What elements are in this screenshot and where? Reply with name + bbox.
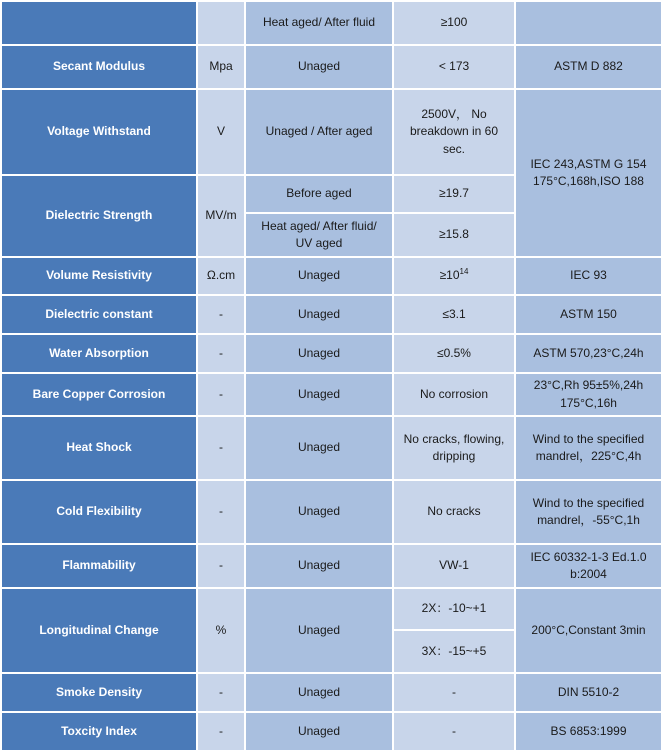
method-cell [515, 544, 662, 588]
condition-cell: Before aged [245, 175, 393, 213]
property-cell: Bare Copper Corrosion [1, 373, 197, 416]
property-cell: Toxcity Index [1, 712, 197, 751]
property-cell: Dielectric Strength [1, 175, 197, 257]
requirement-cell: ≥100 [393, 1, 515, 45]
method-cell: BS 6853:1999 [515, 712, 662, 751]
method-cell [515, 89, 662, 257]
unit-cell: V [197, 89, 245, 175]
requirement-cell [393, 416, 515, 480]
condition-cell: Unaged [245, 45, 393, 89]
property-cell: Voltage Withstand [1, 89, 197, 175]
condition-cell [245, 213, 393, 257]
property-cell: Smoke Density [1, 673, 197, 712]
method-line: IEC 243,ASTM G 154 [530, 156, 647, 171]
requirement-cell: - [393, 712, 515, 751]
method-cell: ASTM 570,23°C,24h [515, 334, 662, 373]
table-row [1, 673, 662, 712]
method-line: 175°C,16h [560, 395, 617, 410]
condition-line: Heat aged/ After fluid/ [261, 218, 377, 233]
table-row [1, 712, 662, 751]
method-cell [515, 416, 662, 480]
condition-cell: Unaged [245, 295, 393, 334]
requirement-exponent: 14 [459, 267, 469, 277]
condition-cell: Heat aged/ After fluid [245, 1, 393, 45]
condition-cell: Unaged [245, 416, 393, 480]
unit-cell: - [197, 544, 245, 588]
condition-cell: Unaged / After aged [245, 89, 393, 175]
requirement-cell: ≥15.8 [393, 213, 515, 257]
property-cell: Longitudinal Change [1, 588, 197, 673]
unit-cell: - [197, 712, 245, 751]
requirement-cell: No cracks [393, 480, 515, 544]
requirement-cell: ≤0.5% [393, 334, 515, 373]
requirement-base: ≥10 [439, 268, 460, 283]
requirement-line: No cracks, flowing, [403, 431, 505, 446]
method-line: 175°C,168h,ISO 188 [533, 174, 644, 188]
table-row [1, 416, 662, 480]
requirement-cell: No corrosion [393, 373, 515, 416]
condition-cell: Unaged [245, 480, 393, 544]
requirement-line: dripping [432, 449, 476, 463]
property-cell: Flammability [1, 544, 197, 588]
method-line: Wind to the specified [532, 431, 645, 446]
requirement-cell: < 173 [393, 45, 515, 89]
condition-line: UV aged [295, 236, 343, 250]
requirement-cell: 3X：-15~+5 [393, 630, 515, 673]
unit-cell: - [197, 334, 245, 373]
table-row [1, 89, 662, 175]
table-row [1, 480, 662, 544]
requirement-cell: ≤3.1 [393, 295, 515, 334]
unit-cell: - [197, 373, 245, 416]
method-cell: IEC 93 [515, 257, 662, 295]
table-row [1, 1, 662, 45]
unit-cell: MV/m [197, 175, 245, 257]
requirement-cell [393, 89, 515, 175]
unit-cell: - [197, 673, 245, 712]
requirement-line: 2500V， No [421, 106, 487, 121]
property-cell: Water Absorption [1, 334, 197, 373]
condition-cell: Unaged [245, 334, 393, 373]
method-cell: 200°C,Constant 3min [515, 588, 662, 673]
method-cell [515, 373, 662, 416]
unit-cell: Ω.cm [197, 257, 245, 295]
unit-cell [197, 1, 245, 45]
property-cell: Cold Flexibility [1, 480, 197, 544]
requirement-cell: - [393, 673, 515, 712]
method-cell [515, 480, 662, 544]
property-cell: Secant Modulus [1, 45, 197, 89]
requirement-line: sec. [442, 141, 465, 156]
property-cell: Volume Resistivity [1, 257, 197, 295]
requirement-cell: VW-1 [393, 544, 515, 588]
table-row [1, 295, 662, 334]
unit-cell: Mpa [197, 45, 245, 89]
method-cell: ASTM 150 [515, 295, 662, 334]
condition-cell: Unaged [245, 257, 393, 295]
table-row [1, 544, 662, 588]
method-cell [515, 1, 662, 45]
condition-cell: Unaged [245, 588, 393, 673]
property-cell [1, 1, 197, 45]
property-cell: Heat Shock [1, 416, 197, 480]
unit-cell: - [197, 480, 245, 544]
unit-cell: % [197, 588, 245, 673]
condition-cell: Unaged [245, 712, 393, 751]
requirement-cell: ≥19.7 [393, 175, 515, 213]
method-cell: ASTM D 882 [515, 45, 662, 89]
method-cell: DIN 5510-2 [515, 673, 662, 712]
unit-cell: - [197, 416, 245, 480]
table-row [1, 45, 662, 89]
condition-cell: Unaged [245, 544, 393, 588]
method-line: mandrel，225°C,4h [535, 449, 642, 463]
table-row [1, 373, 662, 416]
method-line: IEC 60332-1-3 Ed.1.0 [530, 549, 647, 564]
requirement-cell [393, 257, 515, 295]
property-cell: Dielectric constant [1, 295, 197, 334]
method-line: Wind to the specified [532, 495, 645, 510]
method-line: b:2004 [570, 567, 607, 581]
method-line: 23°C,Rh 95±5%,24h [533, 378, 644, 393]
requirement-line: breakdown in 60 [409, 124, 499, 139]
table-row [1, 588, 662, 630]
unit-cell: - [197, 295, 245, 334]
method-line: mandrel，-55°C,1h [537, 513, 640, 527]
table-row [1, 334, 662, 373]
condition-cell: Unaged [245, 673, 393, 712]
requirement-cell: 2X：-10~+1 [393, 588, 515, 630]
table-row [1, 257, 662, 295]
condition-cell: Unaged [245, 373, 393, 416]
